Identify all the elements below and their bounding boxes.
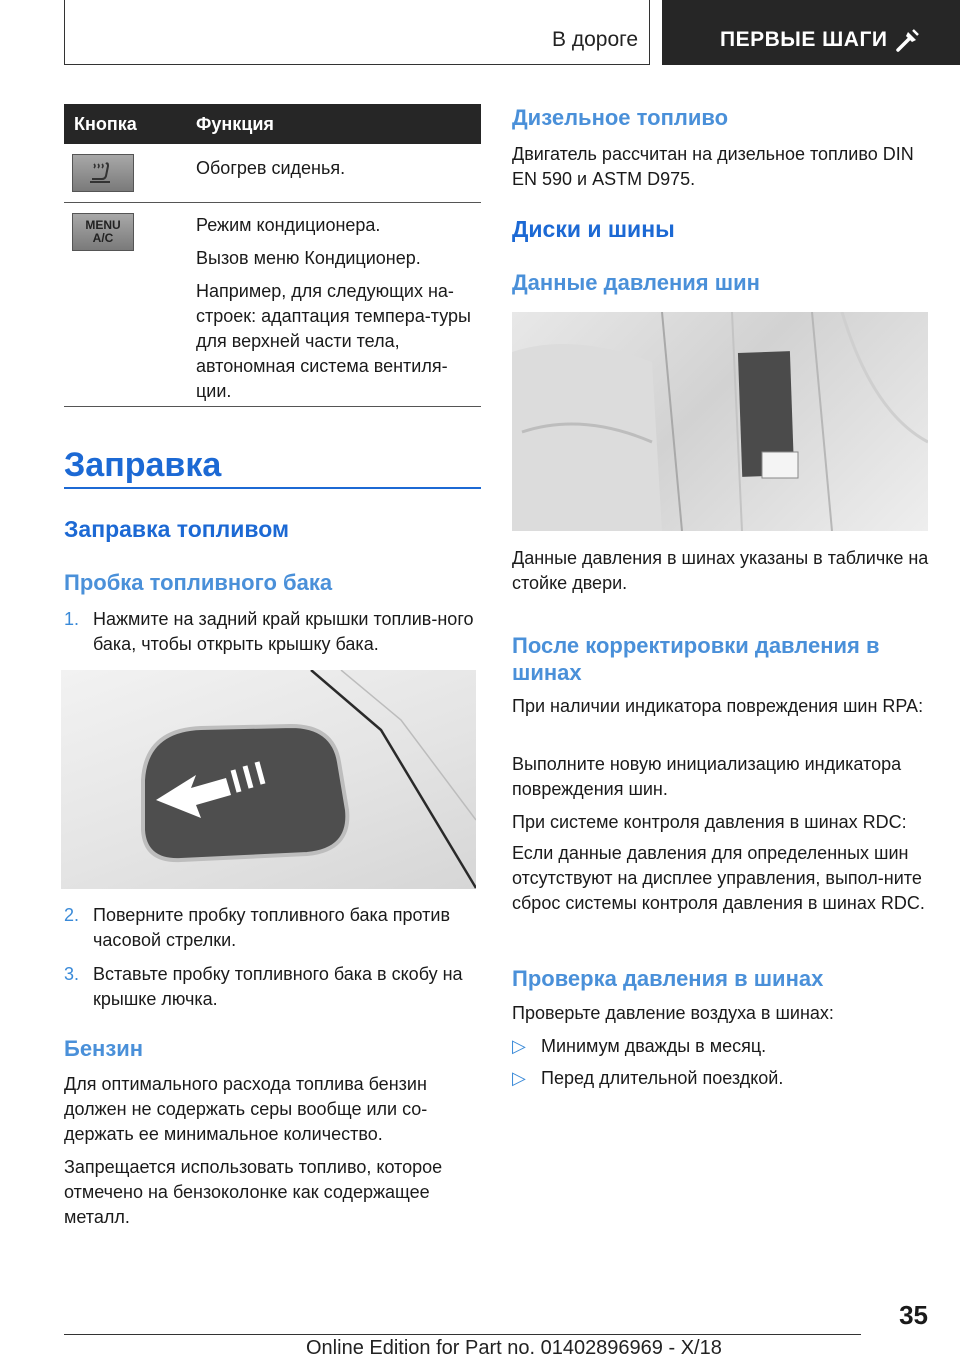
fuel-flap-illustration <box>61 670 476 889</box>
bullet-text: Перед длительной поездкой. <box>541 1068 784 1088</box>
step-text: Вставьте пробку топливного бака в скобу на крышке лючка. <box>93 964 463 1009</box>
diesel-paragraph: Двигатель рассчитан на дизельное топливо DIN EN 590 и ASTM D975. <box>512 144 914 189</box>
footer-edition: Online Edition for Part no. 01402896969 - X/18 <box>306 1337 722 1359</box>
title-rule <box>64 487 481 489</box>
list-item <box>64 903 481 953</box>
function-line: Режим кондиционера. <box>196 215 381 235</box>
header-cell-function: Функция <box>196 114 274 134</box>
after-paragraph: При наличии индикатора повреждения шин RPA: <box>512 696 924 716</box>
footer-rule <box>64 1334 861 1335</box>
tires-title: Диски и шины <box>512 216 675 242</box>
function-line: Например, для следующих на-строек: адаптация темпера-туры для верхней части тела, автономная система вентиля-ции. <box>196 281 471 401</box>
step-text: Нажмите на задний край крышки топлив-ного бака, чтобы открыть крышку бака. <box>93 609 474 654</box>
function-line: Вызов меню Кондиционер. <box>196 248 421 268</box>
bullet-marker: ▷ <box>512 1036 526 1056</box>
step-number: 1. <box>64 609 80 629</box>
bullet-text: Минимум дважды в месяц. <box>541 1036 767 1056</box>
seat-heating-button-image <box>72 154 134 192</box>
subsection-title: Заправка топливом <box>64 516 290 542</box>
step-text: Поверните пробку топливного бака против часовой стрелки. <box>93 905 451 950</box>
table-row <box>64 203 481 407</box>
wrench-icon <box>894 26 922 54</box>
check-paragraph: Проверьте давление воздуха в шинах: <box>512 1003 834 1023</box>
petrol-title: Бензин <box>64 1036 144 1061</box>
pressure-title: Данные давления шин <box>512 270 760 295</box>
petrol-paragraph: Запрещается использовать топливо, которое отмечено на бензоколонке как содержащее металл. <box>64 1157 443 1227</box>
after-paragraph: При системе контроля давления в шинах RDC: <box>512 812 907 832</box>
section-title: Заправка <box>64 446 222 484</box>
function-text <box>196 213 478 412</box>
list-item <box>64 607 481 657</box>
after-paragraph: Если данные давления для определенных шин отсутствуют на дисплее управления, выпол-ните сброс системы контроля давления в шинах RDC. <box>512 843 925 913</box>
petrol-paragraph: Для оптимального расхода топлива бензин должен не содержать серы вообще или со-держать ее минимальное количество. <box>64 1074 428 1144</box>
step-number: 2. <box>64 905 80 925</box>
list-item <box>64 962 481 1012</box>
table-header <box>64 104 481 144</box>
subsubsection-title: Пробка топливного бака <box>64 570 333 595</box>
table-row <box>64 144 481 203</box>
function-text <box>196 156 478 189</box>
door-pillar-illustration <box>512 312 928 531</box>
after-correction-title: После корректировки давления в шинах <box>512 633 880 685</box>
pressure-caption: Данные давления в шинах указаны в табличке на стойке двери. <box>512 548 929 593</box>
diesel-title: Дизельное топливо <box>512 105 729 130</box>
seat-heating-icon <box>86 160 120 186</box>
after-paragraph: Выполните новую инициализацию индикатора повреждения шин. <box>512 754 902 799</box>
check-title: Проверка давления в шинах <box>512 966 824 991</box>
step-number: 3. <box>64 964 80 984</box>
button-function-table <box>64 104 481 407</box>
header-cell-button: Кнопка <box>74 114 137 134</box>
header-section: В дороге <box>551 28 638 51</box>
function-line: Обогрев сиденья. <box>196 158 346 178</box>
fuel-flap-image <box>61 670 476 889</box>
header-chapter-label: ПЕРВЫЕ ШАГИ <box>720 28 888 51</box>
menu-ac-button-image: MENU A/C <box>72 213 134 251</box>
door-pillar-image <box>512 312 928 531</box>
bullet-marker: ▷ <box>512 1068 526 1088</box>
page-number: 35 <box>899 1300 928 1330</box>
